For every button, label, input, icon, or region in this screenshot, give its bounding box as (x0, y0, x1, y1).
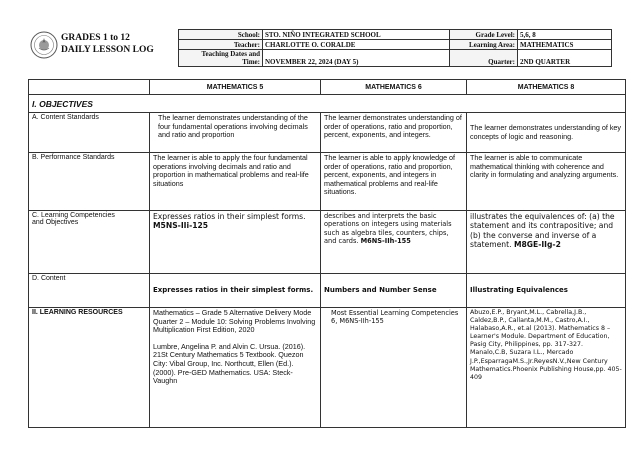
grade-level-value: 5,6, 8 (518, 30, 612, 40)
header-blank-cell (29, 80, 150, 95)
competencies-label-line2: and Objectives (32, 219, 79, 226)
performance-standards-math5: The learner is able to apply the four fundamental operations involving decimals and ratio and proportion in mathematical problems and real-life situations (150, 153, 321, 211)
objectives-section-row (29, 95, 626, 113)
content-math5: Expresses ratios in their simplest forms. (150, 274, 321, 308)
competencies-math8 (467, 211, 626, 274)
competencies-math5 (150, 211, 321, 274)
teaching-dates-label (179, 50, 263, 67)
learning-resources-label: II. LEARNING RESOURCES (29, 308, 150, 428)
column-header-math8: MATHEMATICS 8 (467, 80, 626, 95)
column-header-row (29, 80, 626, 95)
quarter-value: 2ND QUARTER (518, 50, 612, 67)
content-standards-label: A. Content Standards (29, 113, 150, 153)
resources-math5-ref2: Lumbre, Angelina P. and Alvin C. Ursua. (2016). 21St Century Mathematics 5 Textbook. Quezon City: Vibal Group, Inc. Northcutt, Ellen (Ed.). (2000). Pre-GED Mathematics. USA: Steck-Vaughn (153, 341, 306, 386)
header-info-table (178, 29, 612, 67)
performance-standards-math8: The learner is able to communicate mathematical thinking with coherence and clarity in formulating and analyzing arguments. (467, 153, 626, 211)
competencies-label (29, 211, 150, 274)
performance-standards-label: B. Performance Standards (29, 153, 150, 211)
content-label: D. Content (29, 274, 150, 308)
content-standards-math5: The learner demonstrates understanding of the four fundamental operations involving decimals and ratio and proportion (150, 113, 321, 153)
content-standards-math8: The learner demonstrates understanding of key concepts of logic and reasoning. (467, 113, 626, 153)
title-line-1: GRADES 1 to 12 (61, 33, 130, 43)
learning-resources-row (29, 308, 626, 428)
resources-math5-ref1: Mathematics – Grade 5 Alternative Delivery Mode Quarter 2 – Module 10: Solving Problems Involving Multiplication First Edition, 2020 (153, 308, 316, 335)
competencies-math8-code: M8GE-IIg-2 (513, 240, 561, 250)
school-value: STO. NIÑO INTEGRATED SCHOOL (263, 30, 450, 40)
content-standards-row (29, 113, 626, 153)
teaching-dates-label-line1: Teaching Dates and (201, 50, 260, 58)
competencies-math6 (321, 211, 467, 274)
teacher-value: CHARLOTTE O. CORALDE (263, 40, 450, 50)
document-title (61, 33, 154, 56)
competencies-math5-text: Expresses ratios in their simplest forms. (153, 212, 306, 221)
grade-level-label: Grade Level: (450, 30, 518, 40)
competencies-label-line1: C. Learning Competencies (32, 212, 115, 219)
teacher-label: Teacher: (179, 40, 263, 50)
teaching-dates-value: NOVEMBER 22, 2024 (DAY 5) (263, 50, 450, 67)
performance-standards-row (29, 153, 626, 211)
title-line-2: DAILY LESSON LOG (61, 44, 154, 55)
content-math8: Illustrating Equivalences (467, 274, 626, 308)
competencies-math6-text: describes and interprets the basic operations on integers using materials such as algebra tiles, counters, chips, and cards. (324, 212, 452, 246)
competencies-row (29, 211, 626, 274)
deped-seal-icon (30, 31, 58, 59)
content-math6: Numbers and Number Sense (321, 274, 467, 308)
column-header-math6: MATHEMATICS 6 (321, 80, 467, 95)
lesson-plan-table (28, 79, 626, 428)
learning-resources-math6: Most Essential Learning Competencies 6, M6NS-IIh-155 (321, 308, 467, 428)
learning-area-label: Learning Area: (450, 40, 518, 50)
competencies-math8-text: illustrates the equivalences of: (a) the statement and its contrapositive; and (b) the converse and inverse of a statement. (470, 212, 615, 250)
learning-resources-math5 (150, 308, 321, 428)
competencies-math6-code: M6NS-IIh-155 (360, 237, 411, 246)
content-standards-math6: The learner demonstrates understanding of order of operations, ratio and proportion, percent, exponents, and integers. (321, 113, 467, 153)
quarter-label: Quarter: (450, 50, 518, 67)
learning-resources-math8: Abuzo,E.P., Bryant,M.L., Cabrella,J.B., Caldez,B.P., Callanta,M.M., Castro,A.I., Halabaso,A.R., et.al (2013). Mathematics 8 – Learner's Module. Department of Education, Pasig City, Philippines, pp. 317-327. Manalo,C.B, Suzara I.L., Mercado J.P.,EsparragaM.S.,Jr.ReyesN.V.,New Century Mathematics.Phoenix Publishing House,pp. 405-409 (467, 308, 626, 428)
column-header-math5: MATHEMATICS 5 (150, 80, 321, 95)
competencies-math5-code: M5NS-IIi-125 (153, 221, 209, 231)
teaching-dates-label-line2: Time: (242, 58, 260, 66)
school-label: School: (179, 30, 263, 40)
learning-area-value: MATHEMATICS (518, 40, 612, 50)
objectives-heading: I. OBJECTIVES (29, 95, 626, 113)
content-row (29, 274, 626, 308)
performance-standards-math6: The learner is able to apply knowledge of order of operations, ratio and proportion, percent, exponents, and integers in mathematical problems and real-life situations. (321, 153, 467, 211)
